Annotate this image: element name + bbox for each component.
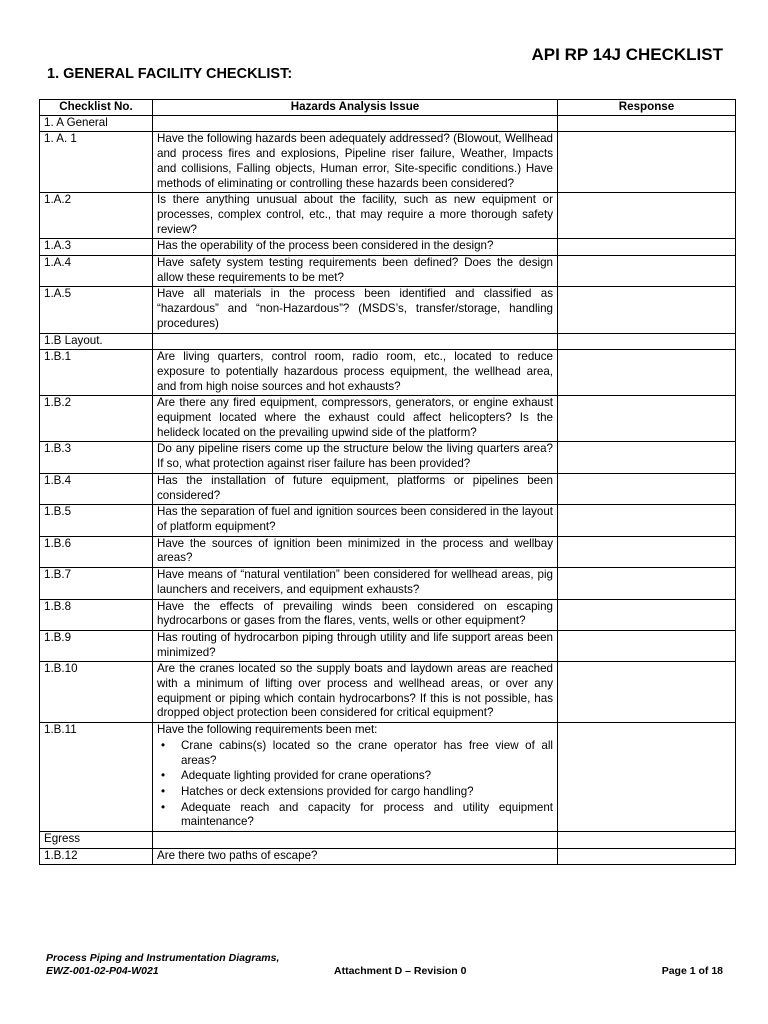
response-cell[interactable] [558, 193, 736, 239]
hazard-issue-text: Have the effects of prevailing winds been considered on escaping hydrocarbons or gases from the flares, vents, wells or other equipment? [157, 599, 553, 628]
requirement-list-item: • Adequate lighting provided for crane operations? [181, 769, 553, 784]
hazard-issue-cell [153, 599, 558, 630]
response-cell[interactable] [558, 239, 736, 256]
response-cell[interactable] [558, 630, 736, 661]
hazard-issue-text: Are living quarters, control room, radio room, etc., located to reduce exposure to potentially hazardous process equipment, the wellhead area, and from high noise sources and hot exhausts? [157, 350, 553, 393]
response-cell[interactable] [558, 442, 736, 473]
response-cell[interactable] [558, 662, 736, 723]
hazard-issue-text: Have means of “natural ventilation” been considered for wellhead areas, pig launchers and receivers, and equipment exhausts? [157, 568, 553, 596]
hazard-issue-cell [153, 287, 558, 333]
footer-document-reference [46, 952, 279, 978]
hazard-issue-cell [153, 442, 558, 473]
hazard-issue-text: Has the operability of the process been considered in the design? [157, 239, 494, 253]
hazard-issue-cell [153, 723, 558, 832]
document-title: API RP 14J CHECKLIST [531, 45, 723, 64]
table-row [40, 473, 736, 504]
checklist-number-cell: 1. A General [40, 115, 153, 132]
hazard-issue-cell [153, 473, 558, 504]
response-cell[interactable] [558, 848, 736, 865]
table-row [40, 723, 736, 832]
response-cell[interactable] [558, 132, 736, 193]
checklist-number-cell: 1.B.7 [40, 568, 153, 599]
hazard-issue-cell [153, 662, 558, 723]
table-row [40, 193, 736, 239]
footer-doc-name: Process Piping and Instrumentation Diagrams, [46, 952, 280, 964]
hazard-issue-text: Are there any fired equipment, compressors, generators, or engine exhaust equipment located where the exhaust could affect helicopters? Is the helideck located on the prevailing upwind side of the platform? [157, 396, 553, 439]
table-row [40, 536, 736, 567]
table-row [40, 132, 736, 193]
hazard-issue-text: Are the cranes located so the supply boats and laydown areas are reached with a minimum of lifting over process and wellhead areas, or over any equipment or piping which contain hydrocarbons? If this is not possible, has dropped object protection been considered for critical equipment? [157, 662, 553, 720]
hazard-issue-text: Has the separation of fuel and ignition sources been considered in the layout of platform equipment? [157, 505, 553, 533]
column-header-hazards-issue: Hazards Analysis Issue [153, 100, 558, 116]
hazard-issue-text: Have safety system testing requirements been defined? Does the design allow these requirements to be met? [157, 256, 553, 284]
hazard-issue-cell [153, 350, 558, 396]
hazard-issue-cell [153, 536, 558, 567]
checklist-number-cell: 1.B.11 [40, 723, 153, 832]
requirement-list [157, 739, 553, 830]
hazard-issue-text: Have the sources of ignition been minimized in the process and wellbay areas? [157, 536, 553, 565]
hazard-issue-text: Has the installation of future equipment, platforms or pipelines been considered? [157, 473, 553, 502]
requirement-list-item: • Hatches or deck extensions provided for cargo handling? [181, 785, 553, 800]
requirement-list-item: • Crane cabins(s) located so the crane operator has free view of all areas? [181, 739, 553, 768]
table-row [40, 287, 736, 333]
table-row [40, 599, 736, 630]
column-header-response: Response [558, 100, 736, 116]
hazard-issue-cell [153, 115, 558, 132]
table-row [40, 832, 736, 849]
hazard-issue-text: Have all materials in the process been identified and classified as “hazardous” and “non-Hazardous”? (MSDS’s, transfer/storage, handling procedures) [157, 287, 553, 330]
checklist-number-cell: 1.B.8 [40, 599, 153, 630]
checklist-number-cell: 1.B.3 [40, 442, 153, 473]
table-row [40, 256, 736, 287]
table-row [40, 568, 736, 599]
hazard-issue-cell [153, 193, 558, 239]
hazard-issue-cell [153, 256, 558, 287]
footer-doc-number: EWZ-001-02-P04-W021 [46, 965, 159, 977]
checklist-number-cell: 1.A.4 [40, 256, 153, 287]
table-row [40, 396, 736, 442]
checklist-number-cell: 1.B Layout. [40, 333, 153, 350]
response-cell[interactable] [558, 832, 736, 849]
table-row [40, 662, 736, 723]
checklist-table [39, 99, 736, 865]
hazard-issue-cell [153, 333, 558, 350]
hazard-issue-text: Are there two paths of escape? [157, 848, 318, 862]
hazard-issue-cell [153, 132, 558, 193]
checklist-number-cell: 1.B.9 [40, 630, 153, 661]
hazard-issue-cell [153, 848, 558, 865]
hazard-issue-text: Have the following requirements been met: [157, 723, 378, 737]
checklist-number-cell: 1.B.1 [40, 350, 153, 396]
table-row [40, 442, 736, 473]
hazard-issue-cell [153, 568, 558, 599]
checklist-number-cell: Egress [40, 832, 153, 849]
checklist-body [40, 115, 736, 865]
response-cell[interactable] [558, 723, 736, 832]
hazard-issue-cell [153, 630, 558, 661]
response-cell[interactable] [558, 287, 736, 333]
response-cell[interactable] [558, 536, 736, 567]
checklist-number-cell: 1.A.3 [40, 239, 153, 256]
response-cell[interactable] [558, 115, 736, 132]
checklist-number-cell: 1.B.2 [40, 396, 153, 442]
hazard-issue-text: Do any pipeline risers come up the structure below the living quarters area? If so, what protection against riser failure has been provided? [157, 442, 553, 471]
hazard-issue-cell [153, 505, 558, 536]
table-header-row [40, 100, 736, 116]
table-row [40, 848, 736, 865]
hazard-issue-text: Has routing of hydrocarbon piping through utility and life support areas been minimized? [157, 630, 553, 659]
hazard-issue-text: Is there anything unusual about the facility, such as new equipment or processes, complex control, etc., that may require a more thorough safety review? [157, 193, 553, 236]
response-cell[interactable] [558, 599, 736, 630]
response-cell[interactable] [558, 505, 736, 536]
checklist-number-cell: 1. A. 1 [40, 132, 153, 193]
checklist-number-cell: 1.B.10 [40, 662, 153, 723]
checklist-number-cell: 1.A.2 [40, 193, 153, 239]
checklist-number-cell: 1.A.5 [40, 287, 153, 333]
column-header-checklist-no: Checklist No. [40, 100, 153, 116]
checklist-number-cell: 1.B.5 [40, 505, 153, 536]
response-cell[interactable] [558, 256, 736, 287]
table-row [40, 115, 736, 132]
hazard-issue-text: Have the following hazards been adequately addressed? (Blowout, Wellhead and process fires and explosions, Pipeline riser failure, Weather, Impacts and collisions, Falling objects, Human error, Site-specific conditions.) Have methods of eliminating or controlling these hazards been considered? [157, 132, 553, 190]
table-row [40, 239, 736, 256]
response-cell[interactable] [558, 396, 736, 442]
response-cell[interactable] [558, 473, 736, 504]
hazard-issue-cell [153, 832, 558, 849]
requirement-list-item: • Adequate reach and capacity for process and utility equipment maintenance? [181, 801, 553, 830]
checklist-number-cell: 1.B.6 [40, 536, 153, 567]
checklist-number-cell: 1.B.12 [40, 848, 153, 865]
hazard-issue-cell [153, 239, 558, 256]
hazard-issue-cell [153, 396, 558, 442]
table-row [40, 505, 736, 536]
response-cell[interactable] [558, 333, 736, 350]
response-cell[interactable] [558, 568, 736, 599]
table-row [40, 350, 736, 396]
footer-attachment: Attachment D – Revision 0 [334, 965, 467, 977]
response-cell[interactable] [558, 350, 736, 396]
checklist-number-cell: 1.B.4 [40, 473, 153, 504]
table-row [40, 630, 736, 661]
section-title: 1. GENERAL FACILITY CHECKLIST: [47, 66, 293, 82]
footer-page-number: Page 1 of 18 [661, 965, 723, 977]
table-row [40, 333, 736, 350]
